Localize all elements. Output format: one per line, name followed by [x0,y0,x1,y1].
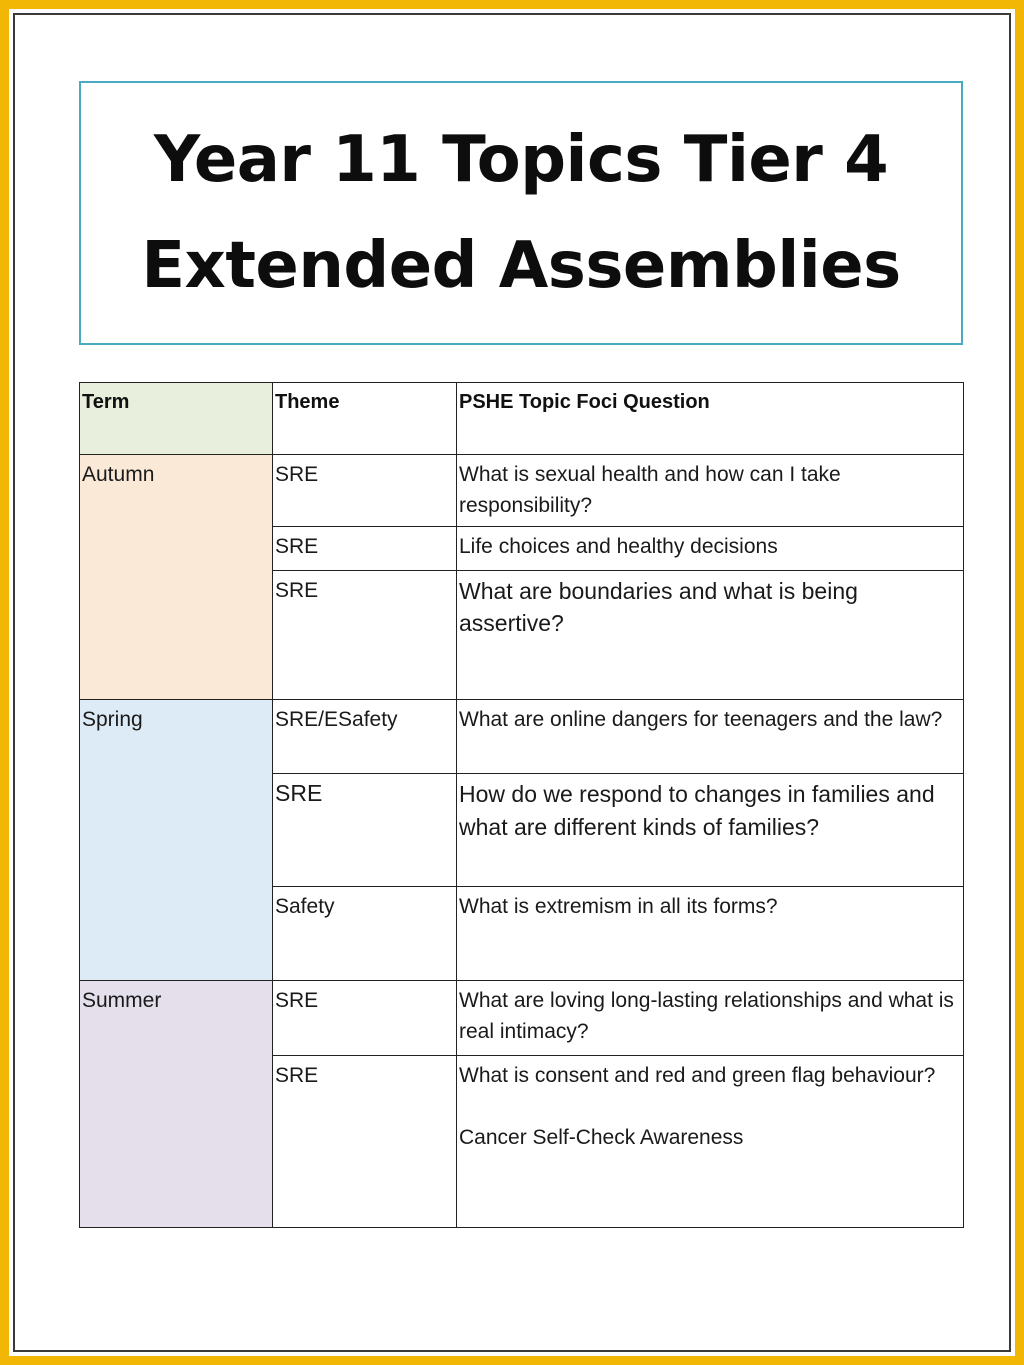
topics-table [79,382,964,1228]
table-header-row [80,383,964,455]
question-cell: How do we respond to changes in families and what are different kinds of families? [457,774,964,887]
theme-cell: SRE [273,774,457,887]
spacer [459,1091,961,1122]
page-title-line-2: Extended Assemblies [141,229,901,303]
question-cell: Life choices and healthy decisions [457,527,964,571]
theme-cell: SRE [273,981,457,1056]
table-row [80,455,964,527]
term-summer: Summer [80,981,273,1228]
table-row [80,700,964,774]
term-autumn: Autumn [80,455,273,700]
theme-cell: SRE/ESafety [273,700,457,774]
theme-cell: SRE [273,571,457,700]
theme-cell: SRE [273,455,457,527]
theme-cell: SRE [273,1056,457,1228]
question-cell: What is extremism in all its forms? [457,887,964,981]
header-question: PSHE Topic Foci Question [457,383,964,455]
header-term: Term [80,383,273,455]
term-spring: Spring [80,700,273,981]
page-title-line-1: Year 11 Topics Tier 4 [153,123,889,197]
theme-cell: SRE [273,527,457,571]
question-note: Cancer Self-Check Awareness [459,1126,744,1149]
title-box [79,81,963,345]
question-cell [457,1056,964,1228]
theme-cell: Safety [273,887,457,981]
question-cell: What are boundaries and what is being assertive? [457,571,964,700]
question-text: What is consent and red and green flag behaviour? [459,1064,936,1087]
question-cell: What are loving long-lasting relationships and what is real intimacy? [457,981,964,1056]
header-theme: Theme [273,383,457,455]
question-cell: What is sexual health and how can I take responsibility? [457,455,964,527]
question-cell: What are online dangers for teenagers and the law? [457,700,964,774]
table-row [80,981,964,1056]
